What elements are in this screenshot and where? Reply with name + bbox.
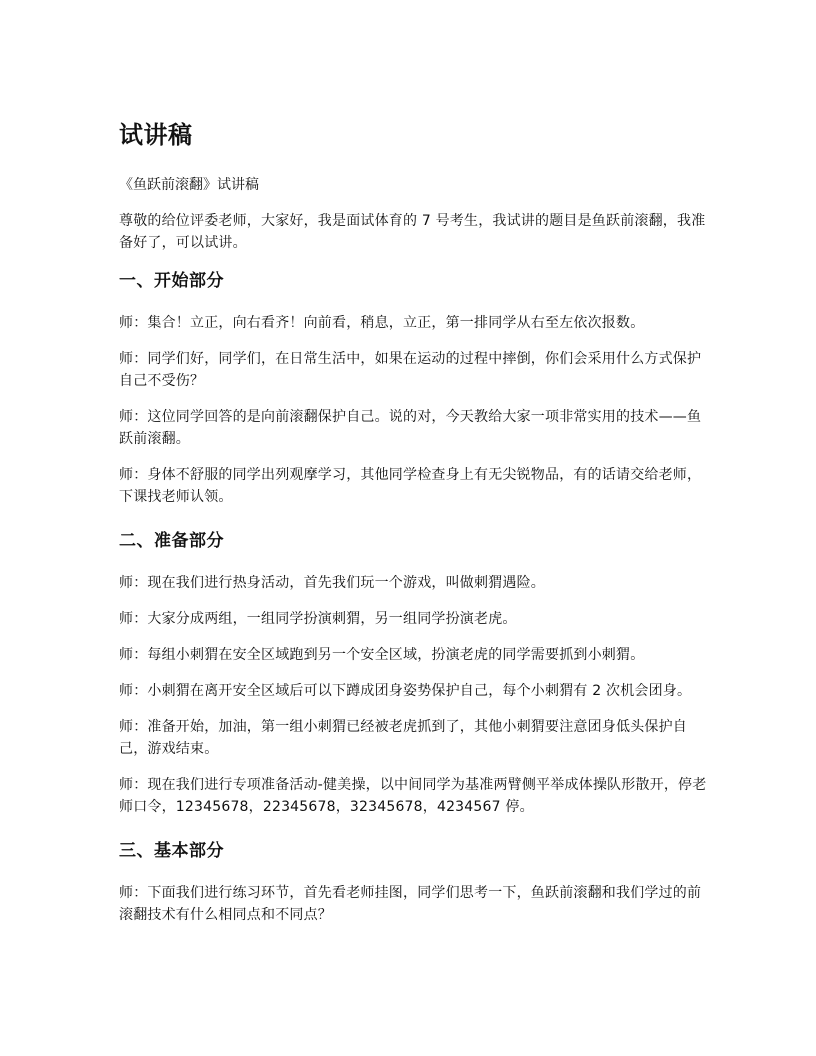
paragraph: 师：下面我们进行练习环节，首先看老师挂图，同学们思考一下，鱼跃前滚翻和我们学过的前滚翻技术有什么相同点和不同点？ bbox=[119, 885, 702, 923]
paragraph: 师：小刺猬在离开安全区域后可以下蹲成团身姿势保护自己，每个小刺猬有 2 次机会团身。 bbox=[119, 683, 692, 699]
document-subtitle: 《鱼跃前滚翻》试讲稿 bbox=[119, 177, 259, 193]
document-page bbox=[119, 118, 709, 940]
paragraph: 师：大家分成两组，一组同学扮演刺猬，另一组同学扮演老虎。 bbox=[119, 611, 517, 627]
paragraph: 师：同学们好，同学们，在日常生活中，如果在运动的过程中摔倒，你们会采用什么方式保护自己不受伤？ bbox=[119, 351, 702, 389]
paragraph: 师：现在我们进行专项准备活动-健美操，以中间同学为基准两臂侧平举成体操队形散开，停老师口令，12345678，22345678，32345678，4234567 停。 bbox=[119, 777, 707, 815]
paragraph: 师：准备开始，加油，第一组小刺猬已经被老虎抓到了，其他小刺猬要注意团身低头保护自己，游戏结束。 bbox=[119, 719, 687, 757]
intro-paragraph: 尊敬的给位评委老师，大家好，我是面试体育的 7 号考生，我试讲的题目是鱼跃前滚翻，我准备好了，可以试讲。 bbox=[119, 213, 706, 251]
document-title: 试讲稿 bbox=[119, 121, 193, 149]
paragraph: 师：每组小刺猬在安全区域跑到另一个安全区域，扮演老虎的同学需要抓到小刺猬。 bbox=[119, 647, 645, 663]
paragraph: 师：这位同学回答的是向前滚翻保护自己。说的对，今天教给大家一项非常实用的技术——鱼跃前滚翻。 bbox=[119, 409, 702, 447]
paragraph: 师：身体不舒服的同学出列观摩学习，其他同学检查身上有无尖锐物品，有的话请交给老师，下课找老师认领。 bbox=[119, 467, 702, 505]
paragraph: 师：集合！立正，向右看齐！向前看，稍息，立正，第一排同学从右至左依次报数。 bbox=[119, 315, 645, 331]
section-heading-start: 一、开始部分 bbox=[119, 271, 224, 291]
paragraph: 师：现在我们进行热身活动，首先我们玩一个游戏，叫做刺猬遇险。 bbox=[119, 575, 545, 591]
section-heading-basic: 三、基本部分 bbox=[119, 841, 224, 861]
section-heading-prep: 二、准备部分 bbox=[119, 531, 224, 551]
